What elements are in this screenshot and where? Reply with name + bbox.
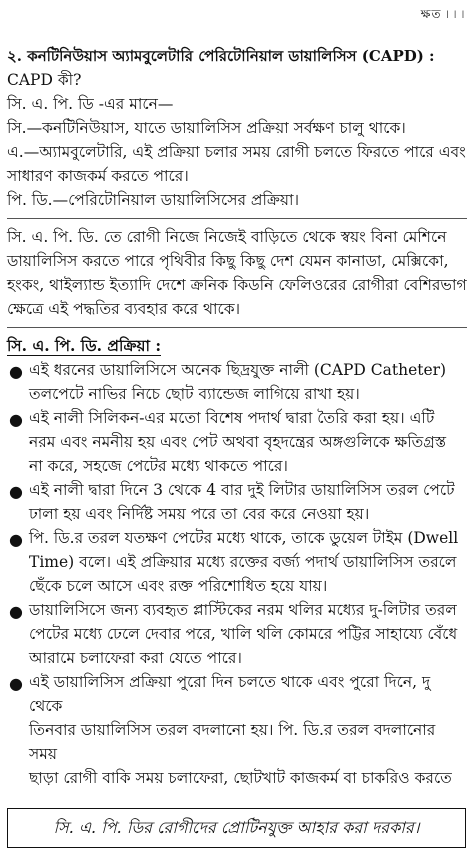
- process-bullet-5: [7, 598, 467, 670]
- meaning-a-line1: এ.—অ্যামবুলেটারি, এই প্রক্রিয়া চলার সময় রোগী চলতে ফিরতে পারে এবং: [7, 143, 466, 161]
- protein-note-text: সি. এ. পি. ডির রোগীদের প্রোটিনযুক্ত আহার করা দরকার।: [53, 817, 420, 837]
- bullet-line: নরম এবং নমনীয় হয় এবং পেট অথবা বৃহদন্ত্রের অঙ্গগুলিকে ক্ষতিগ্রস্ত: [29, 433, 447, 451]
- process-bullet-1: [7, 358, 467, 406]
- process-heading-text: সি. এ. পি. ডি. প্রক্রিয়া :: [7, 336, 162, 355]
- section-title: ২. কনটিনিউয়াস অ্যামবুলেটারি পেরিটোনিয়াল ডায়ালিসিস (CAPD) :: [7, 47, 435, 65]
- bullet-line: এই ধরনের ডায়ালিসিসে অনেক ছিদ্রযুক্ত নালী (CAPD Catheter): [29, 361, 447, 379]
- bullet-line: Time) বলে। এই প্রক্রিয়ার মধ্যে রক্তের বর্জ্য পদার্থ ডায়ালিসিস তরলে: [29, 553, 457, 571]
- bullet-line: পি. ডি.র তরল যতক্ষণ পেটের মধ্যে থাকে, তাকে ডুয়েল টাইম (Dwell: [29, 529, 459, 547]
- para-line3: হংকং, থাইল্যান্ড ইত্যাদি দেশে ক্রনিক কিডনি ফেলিওরের রোগীরা বেশিরভাগ: [7, 276, 467, 294]
- process-bullet-3: [7, 478, 467, 526]
- capd-question: CAPD কী?: [7, 71, 82, 89]
- bullet-icon: ●: [9, 410, 23, 429]
- meaning-a-line2: সাধারণ কাজকর্ম করতে পারে।: [7, 167, 189, 185]
- para-line4: ক্ষেত্রে এই পদ্ধতির ব্যবহার করে থাকে।: [7, 300, 241, 318]
- bullet-line: ঢালা হয় এবং নির্দিষ্ট সময় পরে তা বের করে নেওয়া হয়।: [29, 505, 370, 523]
- content-area: [7, 44, 467, 790]
- bullet-line: তলপেটে নাভির নিচে ছোট ব্যান্ডেজ লাগিয়ে রাখা হয়।: [29, 385, 360, 403]
- bullet-icon: ●: [9, 362, 23, 381]
- bullet-icon: ●: [9, 530, 23, 549]
- bullet-icon: ●: [9, 674, 23, 693]
- bullet-line: তিনবার ডায়ালিসিস তরল বদলানো হয়। পি. ডি.র তরল বদলানোর সময়: [29, 721, 436, 763]
- bullet-line: এই ডায়ালিসিস প্রক্রিয়া পুরো দিন চলতে থাকে এবং পুরো দিনে, দু থেকে: [29, 673, 431, 715]
- para-line2: ডায়ালিসিস করতে পারে পৃথিবীর কিছু কিছু দেশ যেমন কানাডা, মেক্সিকো,: [7, 252, 449, 270]
- meaning-c: সি.—কনটিনিউয়াস, যাতে ডায়ালিসিস প্রক্রিয়া সর্বক্ষণ চালু থাকে।: [7, 119, 406, 137]
- meaning-heading: সি. এ. পি. ডি -এর মানে—: [7, 95, 174, 113]
- bullet-line: ছেঁকে চলে আসে এবং রক্ত পরিশোধিত হয়ে যায়।: [29, 577, 328, 595]
- bullet-line: আরামে চলাফেরা করা যেতে পারে।: [29, 649, 242, 667]
- process-heading: [7, 334, 467, 358]
- divider: [7, 218, 467, 219]
- divider: [7, 327, 467, 328]
- process-bullet-list: [7, 358, 467, 790]
- bullet-icon: ●: [9, 602, 23, 621]
- bullet-line: ডায়ালিসিসে জন্য ব্যবহৃত প্লাস্টিকের নরম থলির মধ্যের দু-লিটার তরল: [29, 601, 457, 619]
- process-bullet-6: [7, 670, 467, 790]
- process-bullet-2: [7, 406, 467, 478]
- para-line1: সি. এ. পি. ডি. তে রোগী নিজে নিজেই বাড়িতে থেকে স্বয়ং বিনা মেশিনে: [7, 228, 447, 246]
- process-bullet-4: [7, 526, 467, 598]
- page-header-marker: ক্ষত ৷ ৷ ৷: [420, 7, 465, 21]
- bullet-line: এই নালী সিলিকন-এর মতো বিশেষ পদার্থ দ্বারা তৈরি করা হয়। এটি: [29, 409, 435, 427]
- protein-note-box: [7, 808, 466, 848]
- bullet-line: ছাড়া রোগী বাকি সময় চলাফেরা, ছোটখাট কাজকর্ম বা চাকরিও করতে: [29, 769, 452, 787]
- bullet-line: এই নালী দ্বারা দিনে 3 থেকে 4 বার দুই লিটার ডায়ালিসিস তরল পেটে: [29, 481, 455, 499]
- bullet-line: না করে, সহজে পেটের মধ্যে থাকতে পারে।: [29, 457, 288, 475]
- meaning-pd: পি. ডি.—পেরিটোনিয়াল ডায়ালিসিসের প্রক্রিয়া।: [7, 191, 300, 209]
- bullet-icon: ●: [9, 482, 23, 501]
- bullet-line: পেটের মধ্যে ঢেলে দেবার পরে, খালি থলি কোমরে পট্টির সাহায্যে বেঁধে: [29, 625, 458, 643]
